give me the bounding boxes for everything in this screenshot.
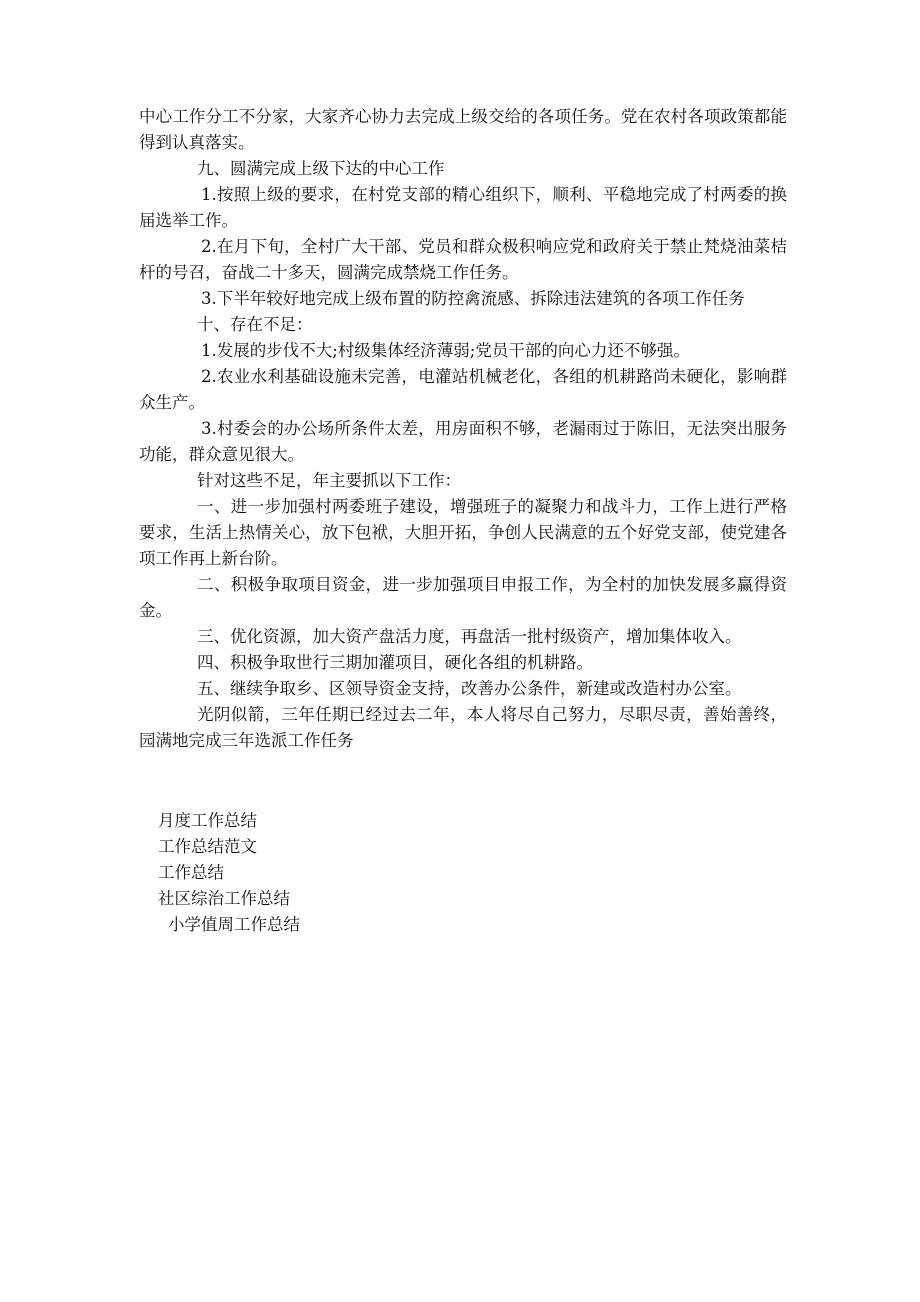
paragraph: 2.在月下旬，全村广大干部、党员和群众极积响应党和政府关于禁止梵烧油菜桔杆的号召，奋战二十多天，圆满完成禁烧工作任务。 xyxy=(139,237,787,282)
paragraph: 2.农业水利基础设施未完善，电灌站机械老化，各组的机耕路尚未硬化，影响群众生产。 xyxy=(139,367,787,412)
paragraph: 九、圆满完成上级下达的中心工作 xyxy=(197,159,445,178)
paragraph: 五、继续争取乡、区领导资金支持，改善办公条件，新建或改造村办公室。 xyxy=(197,679,742,698)
paragraph: 3.村委会的办公场所条件太差，用房面积不够，老漏雨过于陈旧，无法突出服务功能，群众意见很大。 xyxy=(139,419,787,464)
related-link[interactable]: 月度工作总结 xyxy=(158,811,257,830)
related-link[interactable]: 社区综治工作总结 xyxy=(158,889,290,908)
paragraph: 三、优化资源，加大资产盘活力度，再盘活一批村级资产，增加集体收入。 xyxy=(197,627,742,646)
paragraph: 四、积极争取世行三期加灌项目，硬化各组的机耕路。 xyxy=(197,653,593,672)
related-link[interactable]: 工作总结范文 xyxy=(158,837,257,856)
related-links-list xyxy=(158,808,300,938)
related-link[interactable]: 工作总结 xyxy=(158,863,224,882)
related-link[interactable]: 小学值周工作总结 xyxy=(168,915,300,934)
paragraph: 光阴似箭，三年任期已经过去二年，本人将尽自己努力，尽职尽责，善始善终，园满地完成三年选派工作任务 xyxy=(139,705,787,750)
paragraph: 针对这些不足，年主要抓以下工作： xyxy=(197,471,461,490)
document-body xyxy=(139,104,787,754)
paragraph: 3.下半年较好地完成上级布置的防控禽流感、拆除违法建筑的各项工作任务 xyxy=(201,289,745,308)
paragraph: 一、进一步加强村两委班子建设，增强班子的凝聚力和战斗力，工作上进行严格要求，生活上热情关心，放下包袱，大胆开拓，争创人民满意的五个好党支部，使党建各项工作再上新台阶。 xyxy=(139,497,787,568)
paragraph: 二、积极争取项目资金，进一步加强项目申报工作，为全村的加快发展多赢得资金。 xyxy=(139,575,787,620)
paragraph: 1.按照上级的要求，在村党支部的精心组织下，顺利、平稳地完成了村两委的换届选举工作。 xyxy=(139,185,787,230)
paragraph: 1.发展的步伐不大;村级集体经济薄弱;党员干部的向心力还不够强。 xyxy=(201,341,690,360)
paragraph: 十、存在不足： xyxy=(197,315,313,334)
paragraph: 中心工作分工不分家，大家齐心协力去完成上级交给的各项任务。党在农村各项政策都能得到认真落实。 xyxy=(139,107,787,152)
